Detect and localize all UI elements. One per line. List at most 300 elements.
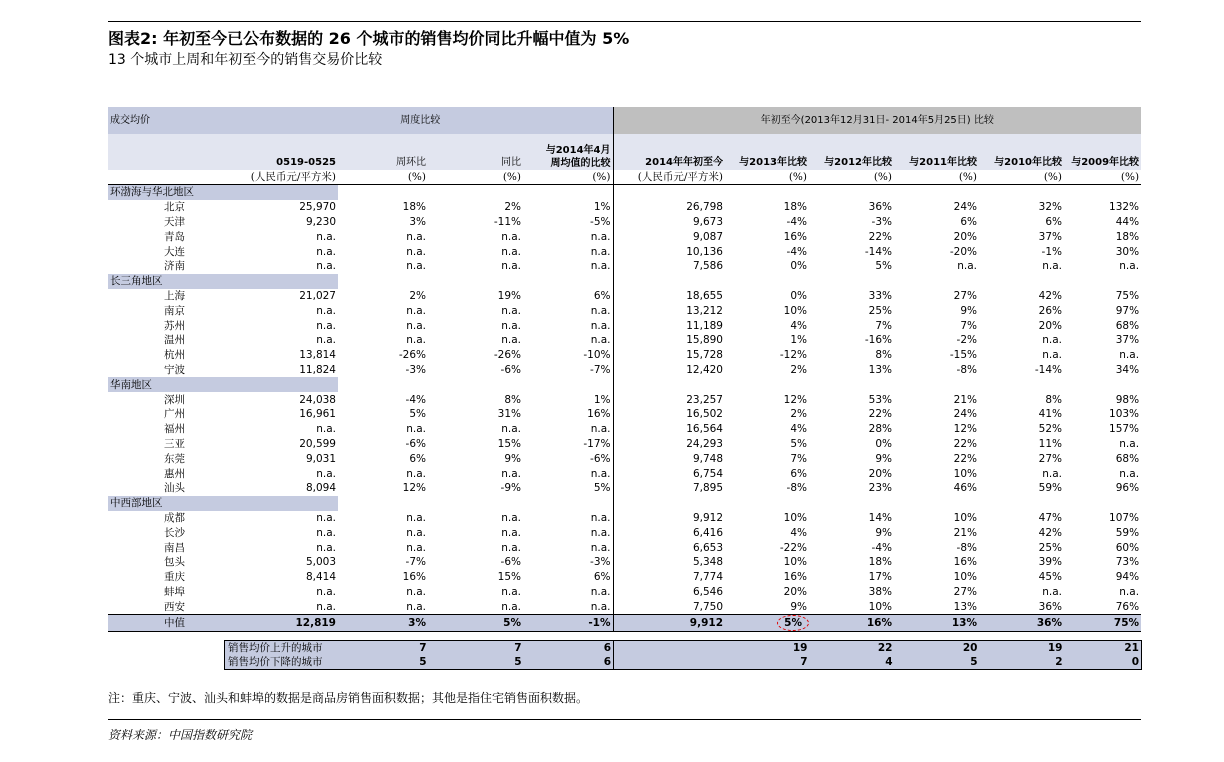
cell-value: 1% bbox=[593, 201, 611, 214]
cell-value: n.a. bbox=[1119, 260, 1140, 273]
cell-value: 36% bbox=[1038, 600, 1062, 613]
table-row bbox=[108, 422, 1141, 437]
price-comparison-table bbox=[108, 107, 1141, 632]
cell-value: n.a. bbox=[406, 245, 426, 258]
region-blank bbox=[809, 185, 894, 200]
cell-value: 6,546 bbox=[613, 585, 725, 600]
cell-value: n.a. bbox=[590, 260, 611, 273]
median-value bbox=[725, 615, 809, 632]
cell-value: 18% bbox=[1115, 230, 1140, 243]
cell-value: 22% bbox=[868, 230, 892, 243]
cell-value: 12% bbox=[783, 393, 807, 406]
city-name: 北京 bbox=[164, 201, 185, 214]
region-blank bbox=[428, 496, 523, 511]
region-blank bbox=[1064, 274, 1141, 289]
region-blank bbox=[725, 185, 809, 200]
median-value: -1% bbox=[523, 615, 613, 632]
cell-value: n.a. bbox=[406, 585, 426, 598]
region-blank bbox=[809, 496, 894, 511]
city-name: 南昌 bbox=[164, 541, 185, 554]
cell-value: 4% bbox=[790, 526, 807, 539]
region-blank bbox=[613, 377, 725, 392]
cell-value: -4% bbox=[786, 245, 807, 258]
cell-value: 10% bbox=[953, 511, 977, 524]
summary-spacer bbox=[614, 655, 726, 670]
summary-label: 销售均价下降的城市 bbox=[225, 655, 339, 670]
cell-value: 6% bbox=[593, 289, 611, 302]
cell-value: 36% bbox=[868, 201, 892, 214]
cell-value: 10% bbox=[783, 511, 807, 524]
cell-value: 7% bbox=[790, 452, 807, 465]
cell-value: -11% bbox=[493, 215, 521, 228]
cell-value: 5,003 bbox=[305, 556, 336, 569]
cell-value: 16% bbox=[783, 230, 807, 243]
region-blank bbox=[979, 185, 1064, 200]
cell-value: n.a. bbox=[316, 230, 336, 243]
cell-value: 45% bbox=[1038, 571, 1062, 584]
cell-value: 0% bbox=[790, 289, 807, 302]
header-col-9: 与2009年比较 bbox=[1064, 134, 1141, 170]
city-name: 广州 bbox=[164, 408, 185, 421]
cell-value: -26% bbox=[398, 349, 426, 362]
cell-value: -22% bbox=[779, 541, 807, 554]
cell-value: -16% bbox=[864, 334, 892, 347]
cell-value: -4% bbox=[871, 541, 892, 554]
cell-value: 9% bbox=[875, 452, 892, 465]
city-name: 天津 bbox=[164, 215, 185, 228]
cell-value: 37% bbox=[1038, 230, 1062, 243]
city-name: 福州 bbox=[164, 423, 185, 436]
cell-value: 25% bbox=[868, 304, 892, 317]
cell-value: -15% bbox=[949, 349, 977, 362]
cell-value: n.a. bbox=[316, 423, 336, 436]
footnote: 注：重庆、宁波、汕头和蚌埠的数据是商品房销售面积数据；其他是指住宅销售面积数据。 bbox=[108, 691, 589, 705]
header-col-7: 与2011年比较 bbox=[894, 134, 979, 170]
cell-value: -14% bbox=[864, 245, 892, 258]
cell-value: -20% bbox=[949, 245, 977, 258]
region-blank bbox=[613, 274, 725, 289]
cell-value: 33% bbox=[868, 289, 892, 302]
region-blank bbox=[979, 377, 1064, 392]
cell-value: 20,599 bbox=[299, 437, 336, 450]
cell-value: 6% bbox=[1045, 215, 1062, 228]
cell-value: n.a. bbox=[501, 260, 521, 273]
summary-table bbox=[224, 640, 1142, 670]
cell-value: 12% bbox=[402, 482, 426, 495]
cell-value: 8% bbox=[504, 393, 521, 406]
median-value: 5% bbox=[428, 615, 523, 632]
region-blank bbox=[428, 185, 523, 200]
summary-count: 19 bbox=[726, 641, 810, 656]
cell-value: -3% bbox=[405, 363, 426, 376]
cell-value: n.a. bbox=[590, 511, 611, 524]
cell-value: n.a. bbox=[1119, 585, 1140, 598]
units-blank bbox=[108, 170, 228, 185]
cell-value: 16% bbox=[783, 571, 807, 584]
cell-value: n.a. bbox=[406, 526, 426, 539]
city-name: 苏州 bbox=[164, 319, 185, 332]
cell-value: 42% bbox=[1038, 526, 1062, 539]
cell-value: 13% bbox=[868, 363, 892, 376]
region-blank bbox=[338, 496, 428, 511]
cell-value: 68% bbox=[1115, 452, 1140, 465]
cell-value: 96% bbox=[1115, 482, 1140, 495]
header-columns-row bbox=[108, 134, 1141, 170]
cell-value: -9% bbox=[500, 482, 521, 495]
cell-value: 42% bbox=[1038, 289, 1062, 302]
table-row bbox=[108, 244, 1141, 259]
cell-value: n.a. bbox=[590, 600, 611, 613]
cell-value: n.a. bbox=[1119, 349, 1140, 362]
table-row bbox=[108, 511, 1141, 526]
region-blank bbox=[979, 274, 1064, 289]
city-name: 大连 bbox=[164, 245, 185, 258]
cell-value: n.a. bbox=[1042, 334, 1062, 347]
cell-value: 75% bbox=[1115, 289, 1140, 302]
cell-value: n.a. bbox=[406, 319, 426, 332]
header-group-ytd: 年初至今(2013年12月31日- 2014年5月25日) 比较 bbox=[613, 107, 1141, 134]
highlight-circle: 5% bbox=[777, 615, 809, 631]
cell-value: -8% bbox=[956, 363, 977, 376]
source-note: 资料来源：中国指数研究院 bbox=[108, 728, 253, 742]
region-blank bbox=[338, 185, 428, 200]
cell-value: 68% bbox=[1115, 319, 1140, 332]
cell-value: 5% bbox=[593, 482, 611, 495]
cell-value: n.a. bbox=[590, 230, 611, 243]
city-name: 汕头 bbox=[164, 482, 185, 495]
table-row bbox=[108, 392, 1141, 407]
table-row bbox=[108, 481, 1141, 496]
city-name: 三亚 bbox=[164, 437, 185, 450]
table-row bbox=[108, 585, 1141, 600]
cell-value: 6% bbox=[593, 571, 611, 584]
median-value: 13% bbox=[894, 615, 979, 632]
figure-subtitle: 13 个城市上周和年初至今的销售交易价比较 bbox=[108, 52, 383, 68]
unit-1: (%) bbox=[338, 170, 428, 185]
cell-value: -6% bbox=[500, 556, 521, 569]
cell-value: 10% bbox=[868, 600, 892, 613]
cell-value: 98% bbox=[1115, 393, 1140, 406]
region-blank bbox=[979, 496, 1064, 511]
cell-value: 6% bbox=[409, 452, 426, 465]
region-row bbox=[108, 274, 1141, 289]
cell-value: 16,564 bbox=[613, 422, 725, 437]
city-name: 青岛 bbox=[164, 230, 185, 243]
unit-0: (人民币元/平方米) bbox=[228, 170, 338, 185]
cell-value: 53% bbox=[868, 393, 892, 406]
cell-value: 21% bbox=[953, 526, 977, 539]
cell-value: 47% bbox=[1038, 511, 1062, 524]
summary-spacer bbox=[614, 641, 726, 656]
summary-count: 5 bbox=[895, 655, 980, 670]
cell-value: 20% bbox=[1038, 319, 1062, 332]
cell-value: n.a. bbox=[501, 334, 521, 347]
cell-value: n.a. bbox=[316, 585, 336, 598]
cell-value: n.a. bbox=[406, 304, 426, 317]
cell-value: 21,027 bbox=[299, 289, 336, 302]
region-blank bbox=[725, 274, 809, 289]
table-row bbox=[108, 540, 1141, 555]
cell-value: n.a. bbox=[406, 230, 426, 243]
cell-value: 17% bbox=[868, 571, 892, 584]
cell-value: 28% bbox=[868, 423, 892, 436]
cell-value: 7,774 bbox=[613, 570, 725, 585]
cell-value: 9,087 bbox=[613, 229, 725, 244]
summary-count: 4 bbox=[810, 655, 895, 670]
region-row bbox=[108, 185, 1141, 200]
median-value: 3% bbox=[338, 615, 428, 632]
cell-value: 10% bbox=[953, 467, 977, 480]
cell-value: n.a. bbox=[501, 511, 521, 524]
table-row bbox=[108, 333, 1141, 348]
cell-value: 6% bbox=[790, 467, 807, 480]
city-name: 蚌埠 bbox=[164, 585, 185, 598]
top-rule bbox=[108, 21, 1141, 22]
cell-value: 76% bbox=[1115, 600, 1140, 613]
cell-value: 107% bbox=[1109, 511, 1140, 524]
region-blank bbox=[1064, 185, 1141, 200]
table-row bbox=[108, 303, 1141, 318]
cell-value: 23,257 bbox=[613, 392, 725, 407]
header-col-6: 与2012年比较 bbox=[809, 134, 894, 170]
cell-value: 6,416 bbox=[613, 525, 725, 540]
header-blank bbox=[108, 134, 228, 170]
table-row bbox=[108, 407, 1141, 422]
unit-9: (%) bbox=[1064, 170, 1141, 185]
cell-value: 44% bbox=[1115, 215, 1140, 228]
cell-value: 5% bbox=[409, 408, 426, 421]
cell-value: n.a. bbox=[501, 541, 521, 554]
table-row bbox=[108, 525, 1141, 540]
cell-value: 103% bbox=[1109, 408, 1140, 421]
cell-value: 6,653 bbox=[613, 540, 725, 555]
cell-value: n.a. bbox=[590, 423, 611, 436]
cell-value: 18,655 bbox=[613, 289, 725, 304]
region-row bbox=[108, 377, 1141, 392]
cell-value: 18% bbox=[783, 201, 807, 214]
cell-value: 2% bbox=[504, 201, 521, 214]
cell-value: 8,414 bbox=[305, 571, 336, 584]
summary-count: 21 bbox=[1065, 641, 1142, 656]
cell-value: 31% bbox=[497, 408, 521, 421]
cell-value: 6% bbox=[960, 215, 977, 228]
cell-value: 13,814 bbox=[299, 349, 336, 362]
table-row bbox=[108, 318, 1141, 333]
unit-5: (%) bbox=[725, 170, 809, 185]
median-value: 9,912 bbox=[613, 615, 725, 632]
cell-value: 97% bbox=[1115, 304, 1140, 317]
header-col-8: 与2010年比较 bbox=[979, 134, 1064, 170]
header-col-0: 0519-0525 bbox=[228, 134, 338, 170]
region-blank bbox=[523, 185, 613, 200]
cell-value: -1% bbox=[1041, 245, 1062, 258]
cell-value: n.a. bbox=[590, 467, 611, 480]
region-blank bbox=[613, 496, 725, 511]
cell-value: 32% bbox=[1038, 201, 1062, 214]
cell-value: n.a. bbox=[316, 526, 336, 539]
cell-value: 9,230 bbox=[305, 215, 336, 228]
cell-value: 9,748 bbox=[613, 451, 725, 466]
cell-value: 16% bbox=[402, 571, 426, 584]
region-blank bbox=[809, 274, 894, 289]
cell-value: 73% bbox=[1115, 556, 1140, 569]
table-row bbox=[108, 570, 1141, 585]
cell-value: 46% bbox=[953, 482, 977, 495]
cell-value: 11,189 bbox=[613, 318, 725, 333]
cell-value: 24% bbox=[953, 408, 977, 421]
unit-6: (%) bbox=[809, 170, 894, 185]
cell-value: n.a. bbox=[590, 585, 611, 598]
cell-value: 7% bbox=[875, 319, 892, 332]
region-blank bbox=[894, 185, 979, 200]
cell-value: 11% bbox=[1038, 437, 1062, 450]
cell-value: 9% bbox=[504, 452, 521, 465]
cell-value: 19% bbox=[497, 289, 521, 302]
header-group-week: 周度比较 bbox=[228, 107, 613, 134]
cell-value: n.a. bbox=[501, 585, 521, 598]
cell-value: n.a. bbox=[501, 304, 521, 317]
cell-value: 5,348 bbox=[613, 555, 725, 570]
cell-value: 0% bbox=[790, 260, 807, 273]
city-name: 包头 bbox=[164, 556, 185, 569]
city-name: 西安 bbox=[164, 600, 185, 613]
summary-count: 0 bbox=[1065, 655, 1142, 670]
cell-value: 24% bbox=[953, 201, 977, 214]
cell-value: n.a. bbox=[316, 511, 336, 524]
region-blank bbox=[338, 274, 428, 289]
table-row bbox=[108, 259, 1141, 274]
header-corner: 成交均价 bbox=[108, 107, 228, 134]
summary-count: 7 bbox=[429, 641, 524, 656]
city-name: 重庆 bbox=[164, 571, 185, 584]
cell-value: 24,038 bbox=[299, 393, 336, 406]
cell-value: 52% bbox=[1038, 423, 1062, 436]
region-blank bbox=[523, 274, 613, 289]
region-blank bbox=[428, 274, 523, 289]
cell-value: n.a. bbox=[406, 511, 426, 524]
cell-value: 27% bbox=[953, 585, 977, 598]
cell-value: n.a. bbox=[501, 600, 521, 613]
cell-value: n.a. bbox=[501, 423, 521, 436]
cell-value: n.a. bbox=[406, 467, 426, 480]
cell-value: 18% bbox=[402, 201, 426, 214]
cell-value: -26% bbox=[493, 349, 521, 362]
summary-count: 5 bbox=[429, 655, 524, 670]
cell-value: 5% bbox=[790, 437, 807, 450]
cell-value: 60% bbox=[1115, 541, 1140, 554]
cell-value: 15,728 bbox=[613, 348, 725, 363]
cell-value: 24,293 bbox=[613, 437, 725, 452]
cell-value: 16% bbox=[953, 556, 977, 569]
cell-value: n.a. bbox=[590, 319, 611, 332]
cell-value: 38% bbox=[868, 585, 892, 598]
city-name: 东莞 bbox=[164, 452, 185, 465]
cell-value: 20% bbox=[868, 467, 892, 480]
median-label: 中值 bbox=[108, 615, 228, 632]
cell-value: 4% bbox=[790, 319, 807, 332]
region-blank bbox=[1064, 496, 1141, 511]
cell-value: 10% bbox=[783, 556, 807, 569]
cell-value: 23% bbox=[868, 482, 892, 495]
table-row bbox=[108, 466, 1141, 481]
cell-value: 157% bbox=[1109, 423, 1140, 436]
city-name: 南京 bbox=[164, 304, 185, 317]
region-blank bbox=[725, 496, 809, 511]
cell-value: 18% bbox=[868, 556, 892, 569]
cell-value: n.a. bbox=[316, 600, 336, 613]
cell-value: n.a. bbox=[316, 260, 336, 273]
header-col-4: 2014年年初至今 bbox=[613, 134, 725, 170]
cell-value: -3% bbox=[590, 556, 611, 569]
cell-value: -4% bbox=[786, 215, 807, 228]
table-row bbox=[108, 451, 1141, 466]
cell-value: 1% bbox=[790, 334, 807, 347]
cell-value: -5% bbox=[590, 215, 611, 228]
cell-value: n.a. bbox=[316, 304, 336, 317]
cell-value: 9% bbox=[790, 600, 807, 613]
cell-value: 14% bbox=[868, 511, 892, 524]
cell-value: 5% bbox=[875, 260, 892, 273]
cell-value: 59% bbox=[1115, 526, 1140, 539]
cell-value: n.a. bbox=[590, 526, 611, 539]
unit-4: (人民币元/平方米) bbox=[613, 170, 725, 185]
city-name: 杭州 bbox=[164, 349, 185, 362]
cell-value: 2% bbox=[790, 408, 807, 421]
table-row bbox=[108, 599, 1141, 614]
city-name: 温州 bbox=[164, 334, 185, 347]
unit-8: (%) bbox=[979, 170, 1064, 185]
summary-count: 20 bbox=[895, 641, 980, 656]
region-label: 中西部地区 bbox=[108, 496, 338, 511]
cell-value: 13,212 bbox=[613, 303, 725, 318]
unit-3: (%) bbox=[523, 170, 613, 185]
cell-value: n.a. bbox=[316, 467, 336, 480]
cell-value: 7,586 bbox=[613, 259, 725, 274]
cell-value: n.a. bbox=[501, 319, 521, 332]
summary-count: 6 bbox=[524, 655, 614, 670]
cell-value: n.a. bbox=[1119, 437, 1140, 450]
region-blank bbox=[725, 377, 809, 392]
cell-value: -17% bbox=[583, 437, 611, 450]
region-blank bbox=[613, 185, 725, 200]
region-blank bbox=[894, 496, 979, 511]
cell-value: 11,824 bbox=[299, 363, 336, 376]
region-blank bbox=[523, 377, 613, 392]
cell-value: n.a. bbox=[501, 245, 521, 258]
cell-value: 20% bbox=[783, 585, 807, 598]
cell-value: n.a. bbox=[316, 245, 336, 258]
summary-label: 销售均价上升的城市 bbox=[225, 641, 339, 656]
cell-value: n.a. bbox=[590, 541, 611, 554]
cell-value: 27% bbox=[953, 289, 977, 302]
header-col-3: 与2014年4月 周均值的比较 bbox=[523, 134, 613, 170]
header-col-5: 与2013年比较 bbox=[725, 134, 809, 170]
cell-value: 26,798 bbox=[613, 200, 725, 215]
cell-value: 7,895 bbox=[613, 481, 725, 496]
median-value: 75% bbox=[1064, 615, 1141, 632]
summary-row bbox=[225, 641, 1142, 656]
cell-value: 132% bbox=[1109, 201, 1140, 214]
cell-value: -6% bbox=[590, 452, 611, 465]
cell-value: -4% bbox=[405, 393, 426, 406]
region-blank bbox=[894, 274, 979, 289]
cell-value: n.a. bbox=[1042, 467, 1062, 480]
table-row bbox=[108, 363, 1141, 378]
table-row bbox=[108, 348, 1141, 363]
table-row bbox=[108, 289, 1141, 304]
cell-value: n.a. bbox=[1119, 467, 1140, 480]
cell-value: n.a. bbox=[316, 319, 336, 332]
